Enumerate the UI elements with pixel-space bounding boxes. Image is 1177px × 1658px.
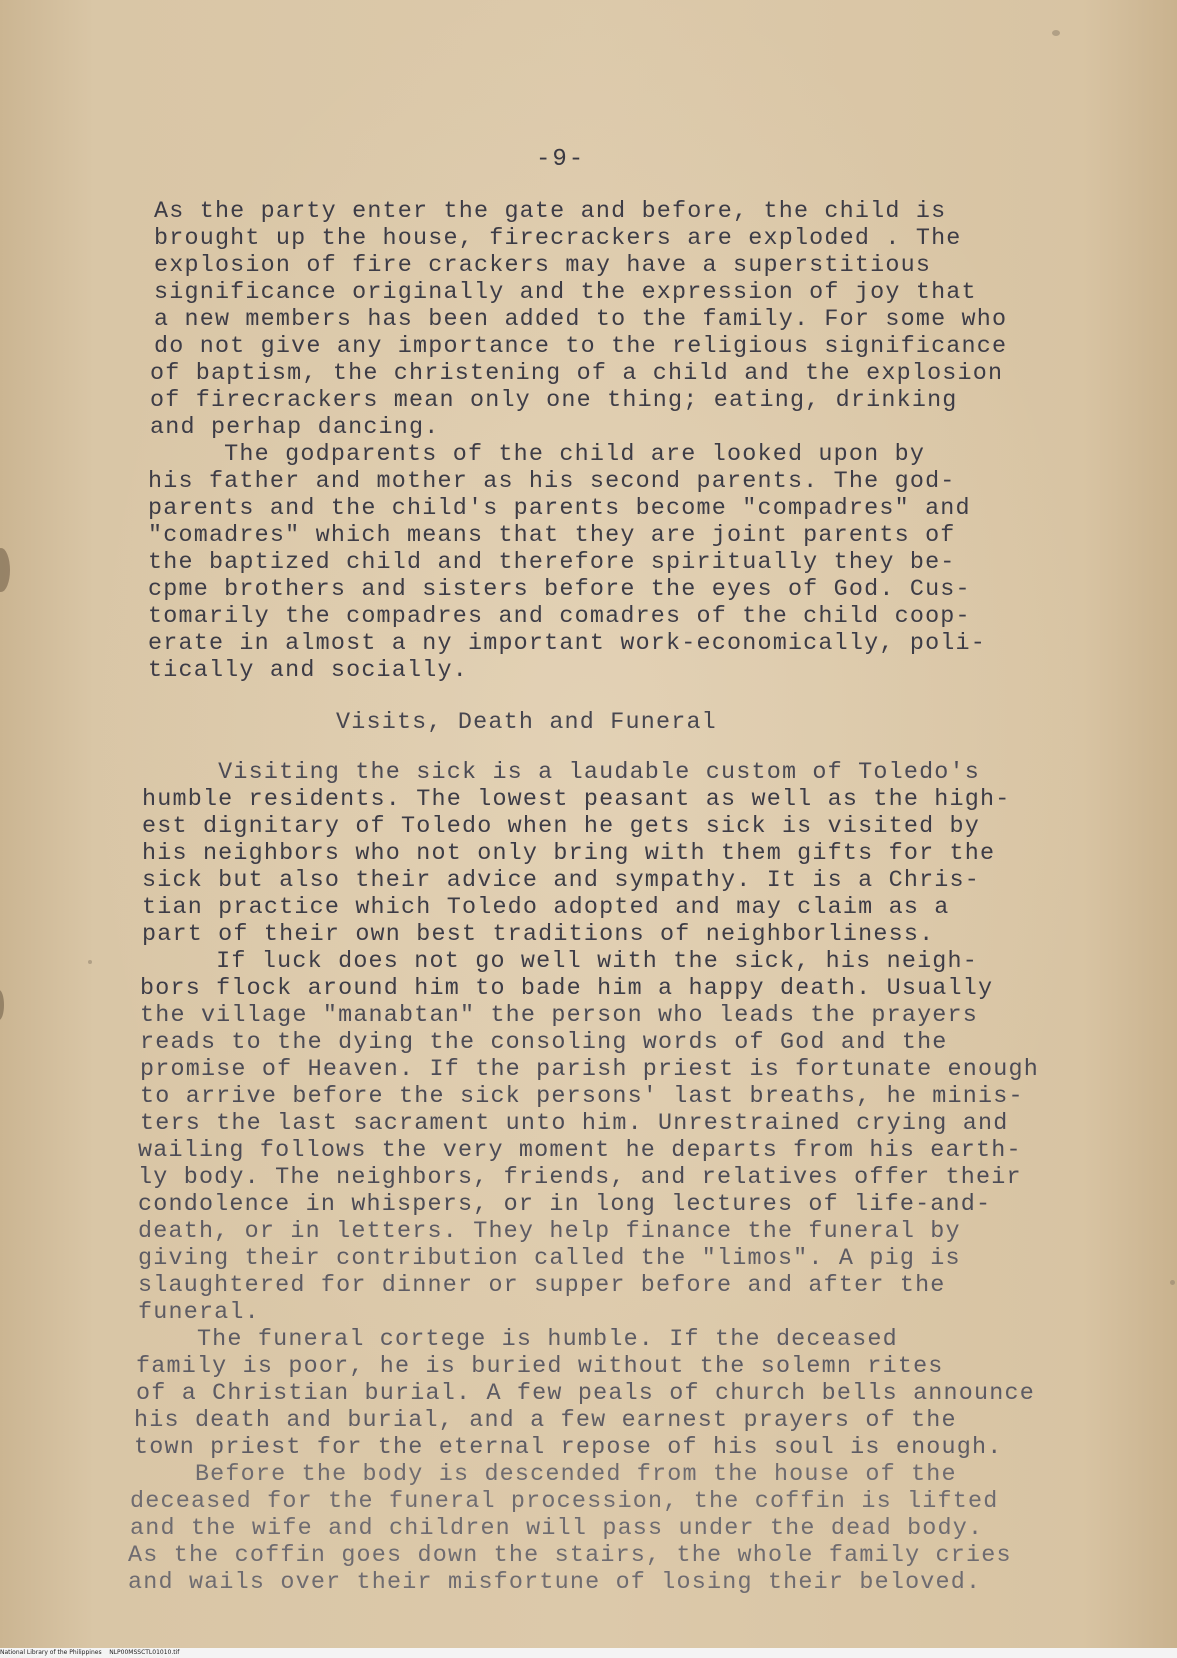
- text-line: slaughtered for dinner or supper before and after the: [138, 1273, 946, 1299]
- text-line: condolence in whispers, or in long lectures of life-and-: [138, 1192, 992, 1218]
- binding-hole-mark: [0, 990, 4, 1020]
- paper-speck: [1052, 30, 1060, 36]
- text-line: and perhap dancing.: [150, 415, 440, 441]
- text-line: his death and burial, and a few earnest prayers of the: [134, 1408, 957, 1434]
- text-line: do not give any importance to the religious significance: [154, 334, 1008, 360]
- text-line: deceased for the funeral procession, the coffin is lifted: [130, 1489, 999, 1515]
- text-line: reads to the dying the consoling words of God and the: [140, 1030, 948, 1056]
- text-line: of baptism, the christening of a child and the explosion: [150, 361, 1004, 387]
- paper-speck: [88, 960, 92, 964]
- text-line: bors flock around him to bade him a happy death. Usually: [140, 976, 994, 1002]
- binding-hole-mark: [0, 548, 10, 592]
- text-line: family is poor, he is buried without the solemn rites: [136, 1354, 944, 1380]
- text-line: tian practice which Toledo adopted and may claim as a: [142, 895, 950, 921]
- text-line: the baptized child and therefore spiritually they be-: [148, 550, 956, 576]
- text-line: a new members has been added to the family. For some who: [154, 307, 1008, 333]
- section-heading: Visits, Death and Funeral: [336, 710, 717, 736]
- text-line: his neighbors who not only bring with them gifts for the: [142, 841, 996, 867]
- text-line: his father and mother as his second parents. The god-: [148, 469, 956, 495]
- text-line: brought up the house, firecrackers are exploded . The: [154, 226, 962, 252]
- text-line: ters the last sacrament unto him. Unrestrained crying and: [140, 1111, 1009, 1137]
- text-line: As the party enter the gate and before, the child is: [154, 199, 947, 225]
- text-line: sick but also their advice and sympathy. It is a Chris-: [142, 868, 981, 894]
- text-line: cpme brothers and sisters before the eyes of God. Cus-: [148, 577, 971, 603]
- text-line: explosion of fire crackers may have a superstitious: [154, 253, 932, 279]
- page-number: -9-: [536, 146, 586, 173]
- text-line: town priest for the eternal repose of his soul is enough.: [134, 1435, 1003, 1461]
- text-line: est dignitary of Toledo when he gets sick is visited by: [142, 814, 981, 840]
- text-line: Visiting the sick is a laudable custom of Toledo's: [142, 760, 981, 786]
- text-line: "comadres" which means that they are joint parents of: [148, 523, 956, 549]
- text-line: giving their contribution called the "limos". A pig is: [138, 1246, 961, 1272]
- text-line: death, or in letters. They help finance the funeral by: [138, 1219, 961, 1245]
- text-line: and wails over their misfortune of losing their beloved.: [128, 1570, 982, 1596]
- scan-footer: National Library of the Philippines NLP00MSSCTL01010.tif: [0, 1648, 1177, 1658]
- text-line: tically and socially.: [148, 658, 468, 684]
- text-line: of a Christian burial. A few peals of church bells announce: [136, 1381, 1035, 1407]
- text-line: ly body. The neighbors, friends, and relatives offer their: [138, 1165, 1022, 1191]
- text-line: the village "manabtan" the person who leads the prayers: [140, 1003, 979, 1029]
- text-line: funeral.: [138, 1300, 260, 1326]
- text-line: significance originally and the expression of joy that: [154, 280, 977, 306]
- text-line: erate in almost a ny important work-economically, poli-: [148, 631, 987, 657]
- text-line: humble residents. The lowest peasant as well as the high-: [142, 787, 1011, 813]
- text-line: part of their own best traditions of neighborliness.: [142, 922, 935, 948]
- text-line: The godparents of the child are looked upon by: [148, 442, 926, 468]
- text-line: wailing follows the very moment he departs from his earth-: [138, 1138, 1022, 1164]
- text-line: and the wife and children will pass under the dead body.: [130, 1516, 984, 1542]
- text-line: parents and the child's parents become "compadres" and: [148, 496, 971, 522]
- text-line: to arrive before the sick persons' last breaths, he minis-: [140, 1084, 1024, 1110]
- text-line: tomarily the compadres and comadres of the child coop-: [148, 604, 971, 630]
- text-line: promise of Heaven. If the parish priest is fortunate enough: [140, 1057, 1039, 1083]
- text-line: If luck does not go well with the sick, his neigh-: [140, 949, 979, 975]
- text-line: Before the body is descended from the house of the: [134, 1462, 957, 1488]
- paper-speck: [1170, 1280, 1175, 1285]
- text-line: of firecrackers mean only one thing; eating, drinking: [150, 388, 958, 414]
- text-line: As the coffin goes down the stairs, the whole family cries: [128, 1543, 1012, 1569]
- text-line: The funeral cortege is humble. If the deceased: [136, 1327, 898, 1353]
